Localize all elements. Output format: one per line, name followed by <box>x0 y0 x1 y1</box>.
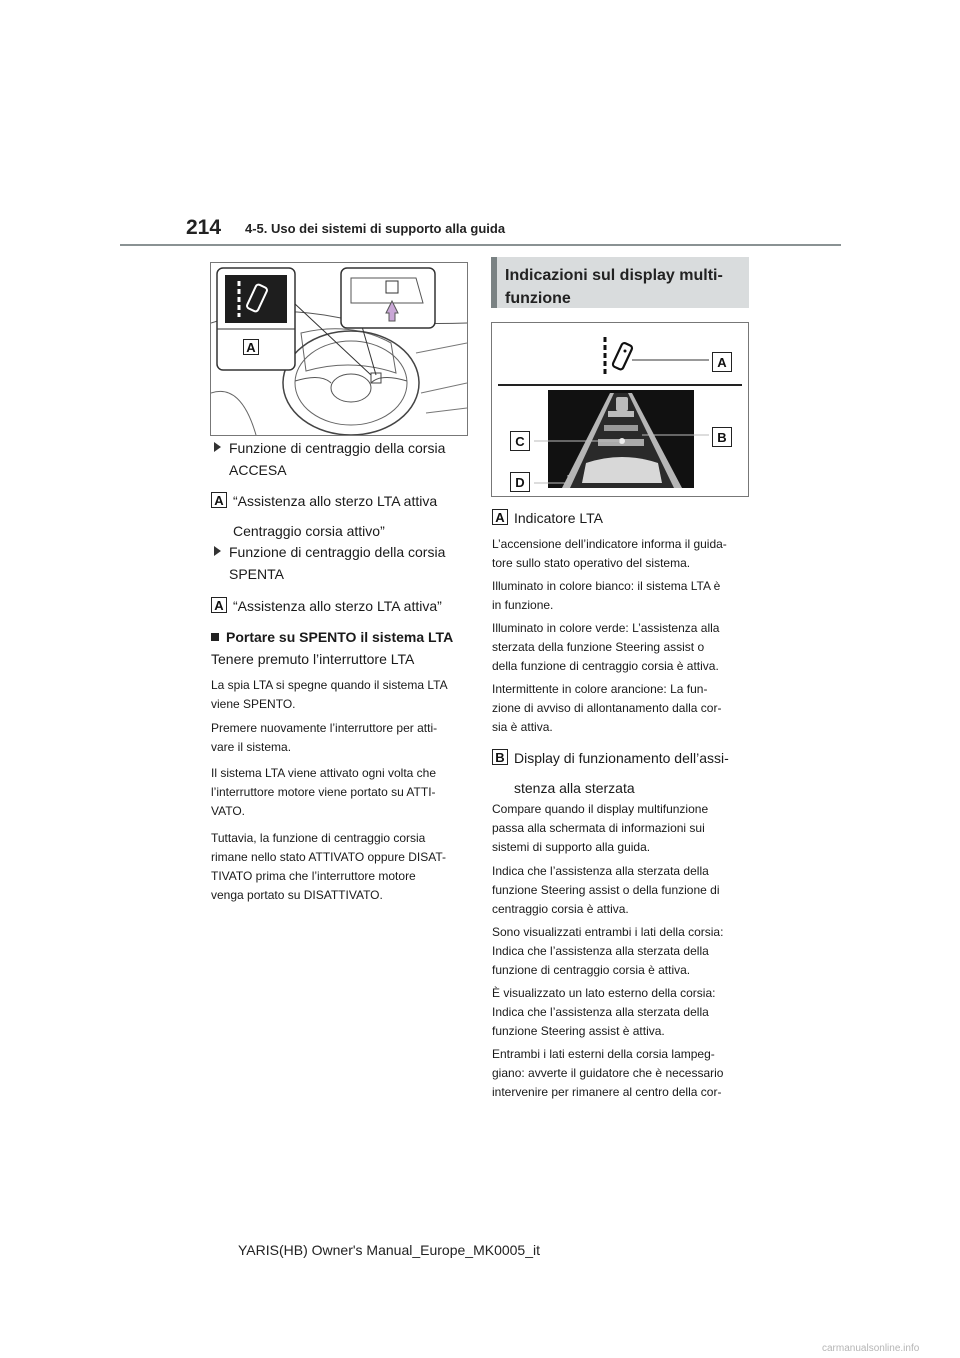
diagram-label-a: A <box>712 352 732 372</box>
paragraph-indicates: Indica che l’assistenza alla sterzata della funzione Steering assist o della funzione di centraggio corsia è attiva. <box>492 864 720 916</box>
indicator-lta-title: Indicatore LTA <box>514 510 603 526</box>
paragraph-press-again: Premere nuovamente l’interruttore per atti- vare il sistema. <box>211 721 438 754</box>
steering-display-title-line2: stenza alla sterzata <box>514 780 635 796</box>
paragraph-lta-activated: Il sistema LTA viene attivato ogni volta che l’interruttore motore viene portato su ATTI- VATO. <box>211 766 437 818</box>
diagram-label-c: C <box>510 431 530 451</box>
triangle-bullet-icon <box>214 442 221 452</box>
paragraph-flashing: Entrambi i lati esterni della corsia lampeg- giano: avverte il guidatore che è necessario intervenire per rimanere al centro della cor- <box>492 1047 724 1099</box>
quote-lta-active: “Assistenza allo sterzo LTA attiva” <box>233 598 442 614</box>
label-a-1: A <box>211 492 227 508</box>
diagram-label-b: B <box>712 427 732 447</box>
steering-display-title-line1: Display di funzionamento dell’assi- <box>514 750 729 766</box>
square-bullet-icon <box>211 633 219 641</box>
paragraph-both-sides: Sono visualizzati entrambi i lati della corsia: Indica che l’assistenza alla sterzata della funzione di centraggio corsia è attiva. <box>492 925 724 977</box>
footer-manual-id: YARIS(HB) Owner's Manual_Europe_MK0005_it <box>238 1242 540 1258</box>
paragraph-one-side: È visualizzato un lato esterno della corsia: Indica che l’assistenza alla sterzata della funzione Steering assist è attiva. <box>492 986 716 1038</box>
diagram-label-d: D <box>510 472 530 492</box>
paragraph-appears: Compare quando il display multifunzione passa alla schermata di informazioni sui sistemi di supporto alla guida. <box>492 802 709 854</box>
bullet-centering-on: Funzione di centraggio della corsia <box>214 437 445 459</box>
steering-wheel-illustration <box>210 262 468 436</box>
label-a-2: A <box>211 597 227 613</box>
multi-display-illustration <box>491 322 749 497</box>
bullet-centering-on-line2: ACCESA <box>229 462 287 478</box>
section-heading-multi-display: Indicazioni sul display multi- funzione <box>491 257 749 308</box>
illus-label-a: A <box>243 339 259 355</box>
paragraph-indicator-info: L’accensione dell’indicatore informa il guida- tore sullo stato operativo del sistema. <box>492 537 727 570</box>
page-number: 214 <box>186 216 222 239</box>
paragraph-centering-state: Tuttavia, la funzione di centraggio corsia rimane nello stato ATTIVATO oppure DISAT- TIVATO prima che l’interruttore motore venga portato su DISATTIVATO. <box>211 831 446 902</box>
label-b: B <box>492 749 508 765</box>
paragraph-lta-off: La spia LTA si spegne quando il sistema LTA viene SPENTO. <box>211 678 448 711</box>
label-a-indicator: A <box>492 509 508 525</box>
multi-display-drawing <box>492 323 748 496</box>
quote-lta-centering-line2: Centraggio corsia attivo” <box>233 523 385 539</box>
paragraph-green: Illuminato in colore verde: L’assistenza alla sterzata della funzione Steering assist o della funzione di centraggio corsia è attiva. <box>492 621 720 673</box>
section-title: 4-5. Uso dei sistemi di supporto alla guida <box>245 221 506 236</box>
heading-turn-off-lta: Portare su SPENTO il sistema LTA <box>211 626 453 648</box>
triangle-bullet-icon <box>214 546 221 556</box>
watermark: carmanualsonline.info <box>822 1343 920 1354</box>
instruction-hold-switch: Tenere premuto l’interruttore LTA <box>211 651 415 667</box>
header-rule <box>120 244 841 246</box>
bullet-centering-off: Funzione di centraggio della corsia <box>214 541 445 563</box>
paragraph-white: Illuminato in colore bianco: il sistema LTA è in funzione. <box>492 579 721 612</box>
paragraph-orange: Intermittente in colore arancione: La fun- zione di avviso di allontanamento dalla cor- sia è attiva. <box>492 682 722 734</box>
quote-lta-centering-line1: “Assistenza allo sterzo LTA attiva <box>233 493 438 509</box>
bullet-centering-off-line2: SPENTA <box>229 566 284 582</box>
